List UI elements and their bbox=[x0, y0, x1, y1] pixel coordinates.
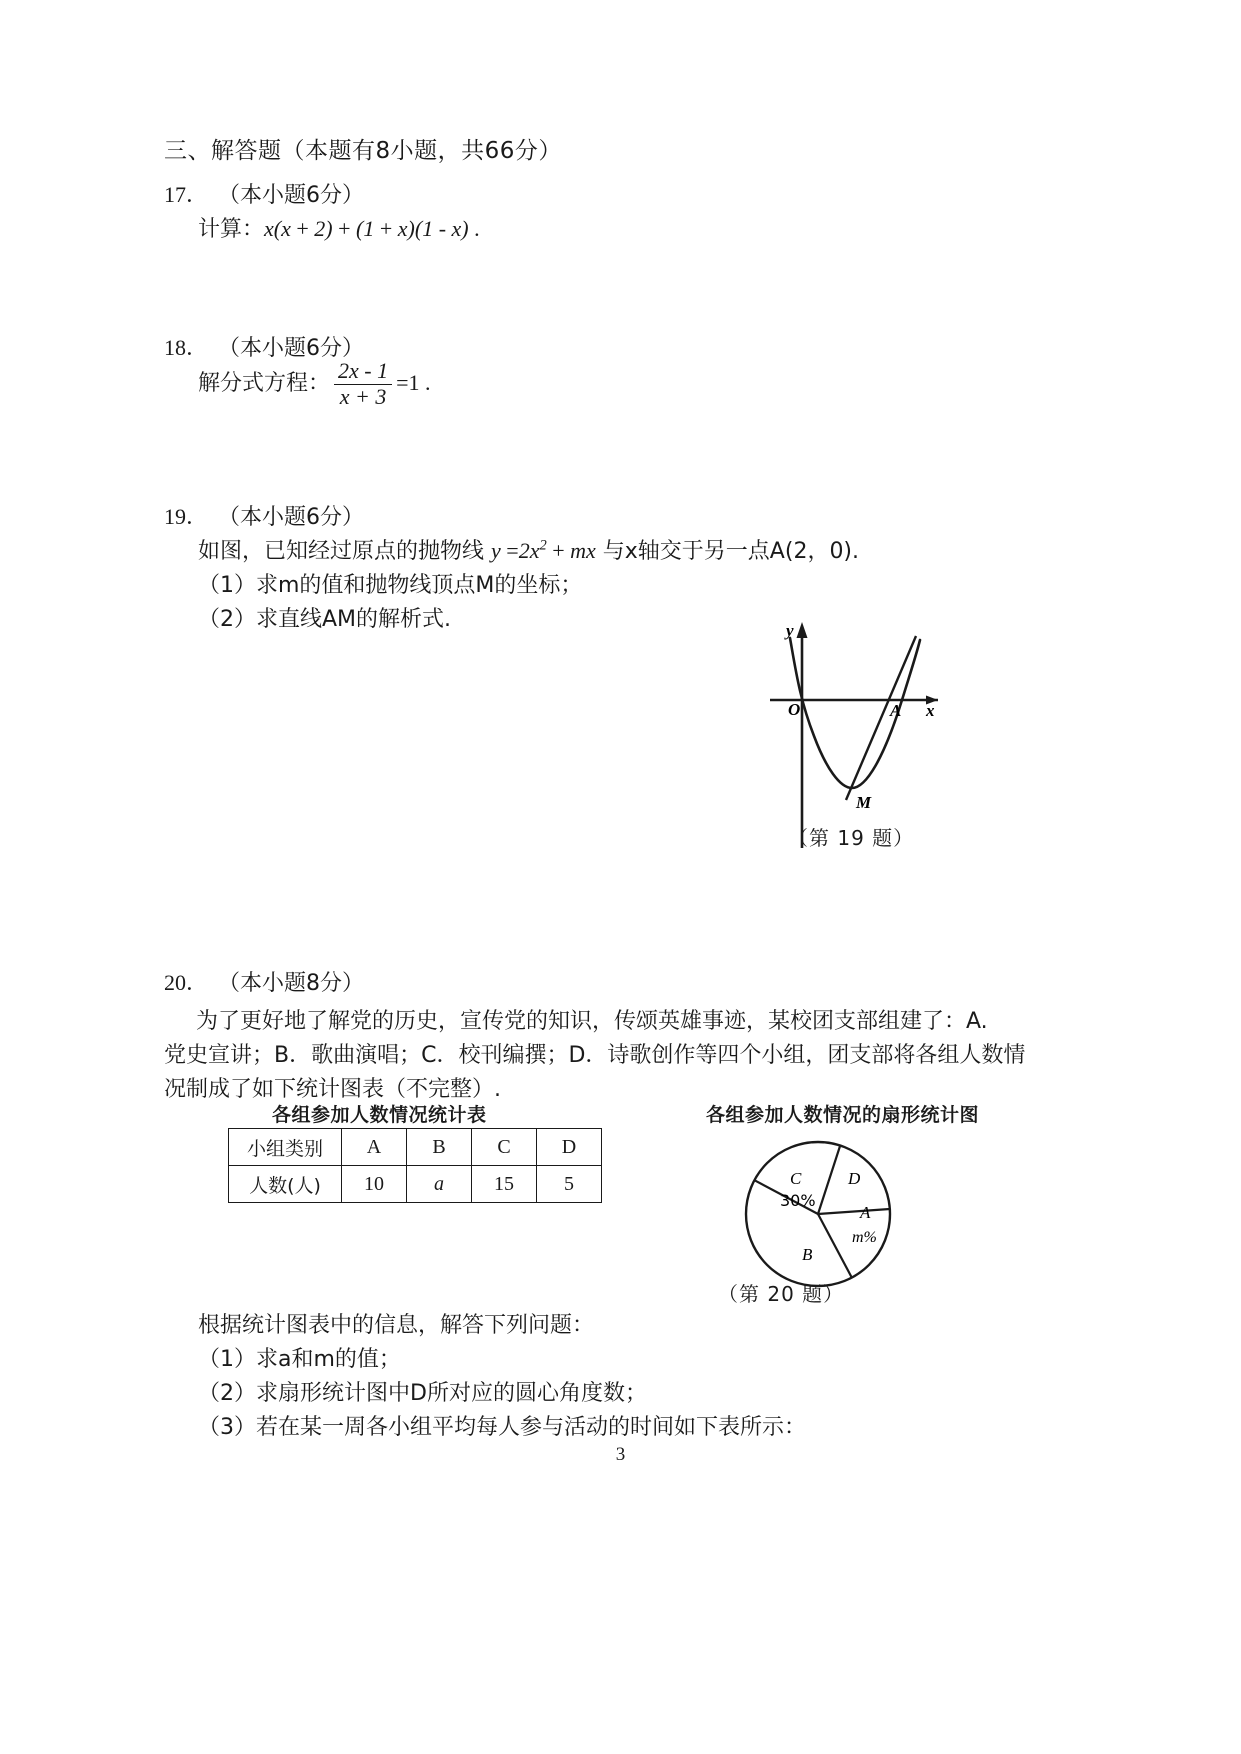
section-heading: 三、解答题（本题有8小题，共66分） bbox=[164, 138, 562, 164]
problem-18-statement bbox=[198, 360, 431, 410]
problem-19-sub-1: （1）求m的值和抛物线顶点M的坐标； bbox=[198, 573, 583, 598]
problem-20-points: （本小题8分） bbox=[218, 971, 364, 996]
stat-value-d: 5 bbox=[537, 1166, 602, 1203]
pie-divider-ab bbox=[818, 1214, 852, 1278]
stat-value-b: a bbox=[407, 1166, 472, 1203]
stat-table bbox=[228, 1128, 602, 1203]
problem-20-after-line-1: 根据统计图表中的信息，解答下列问题： bbox=[198, 1313, 595, 1338]
pie-slice-value-c: 30% bbox=[780, 1191, 816, 1210]
problem-20-after-line-4: （3）若在某一周各小组平均每人参与活动的时间如下表所示： bbox=[198, 1415, 806, 1440]
problem-19-statement bbox=[198, 534, 859, 565]
pie-slice-label-a: A bbox=[860, 1203, 871, 1222]
pie-chart-title: 各组参加人数情况的扇形统计图 bbox=[706, 1104, 980, 1126]
line-am bbox=[846, 636, 916, 800]
table-row bbox=[229, 1166, 602, 1203]
stat-row-header-category: 小组类别 bbox=[229, 1129, 342, 1166]
pie-slice-value-a: m% bbox=[852, 1229, 877, 1246]
stat-table-title: 各组参加人数情况统计表 bbox=[272, 1104, 487, 1126]
stat-row-header-count: 人数(人) bbox=[229, 1166, 342, 1203]
problem-18-equals: =1 . bbox=[396, 370, 431, 396]
pie-divider-da bbox=[818, 1209, 890, 1214]
y-axis-label: y bbox=[786, 621, 794, 640]
page-number: 3 bbox=[615, 1444, 626, 1465]
pie-slice-label-d: D bbox=[848, 1169, 861, 1188]
problem-19-body-pre: 如图，已知经过原点的抛物线 bbox=[198, 539, 491, 564]
problem-20-after-line-2: （1）求a和m的值； bbox=[198, 1347, 401, 1372]
problem-19-number: 19． bbox=[164, 504, 209, 529]
problem-19-sub-2: （2）求直线AM的解析式. bbox=[198, 607, 452, 632]
problem-18-points: （本小题6分） bbox=[218, 336, 364, 361]
problem-19-equation: $y =2x^2$ + mx bbox=[491, 537, 596, 563]
stat-col-a: A bbox=[342, 1129, 407, 1166]
stat-col-b: B bbox=[407, 1129, 472, 1166]
problem-18-prompt: 解分式方程： bbox=[198, 371, 331, 397]
stat-col-d: D bbox=[537, 1129, 602, 1166]
problem-20-figure-caption: （第 20 题） bbox=[718, 1282, 845, 1306]
pie-divider-cd bbox=[818, 1146, 840, 1215]
y-axis-arrow bbox=[797, 622, 808, 638]
fraction-denominator: x + 3 bbox=[334, 384, 392, 410]
problem-17-points: （本小题6分） bbox=[218, 183, 364, 208]
problem-20-number: 20． bbox=[164, 970, 209, 995]
problem-20-after-line-3: （2）求扇形统计图中D所对应的圆心角度数； bbox=[198, 1381, 647, 1406]
stat-value-a: 10 bbox=[342, 1166, 407, 1203]
table-row-header bbox=[229, 1129, 602, 1166]
problem-17-number: 17． bbox=[164, 182, 209, 207]
problem-19-figure-caption: （第 19 题） bbox=[788, 826, 915, 850]
problem-17-expression: x(x + 2) + (1 + x)(1 - x) . bbox=[264, 216, 480, 241]
origin-label: O bbox=[788, 700, 801, 719]
problem-19-body-post: 与x轴交于另一点A(2，0). bbox=[595, 539, 860, 564]
point-a-label: A bbox=[890, 701, 902, 720]
problem-20-body-line-2: 党史宣讲；B．歌曲演唱；C．校刊编撰；D．诗歌创作等四个小组，团支部将各组人数情 bbox=[164, 1043, 1026, 1068]
fraction-numerator: 2x - 1 bbox=[338, 358, 389, 383]
pie-chart bbox=[700, 1128, 950, 1303]
stat-value-c: 15 bbox=[472, 1166, 537, 1203]
x-axis-label: x bbox=[926, 701, 935, 720]
pie-slice-label-c: C bbox=[790, 1169, 802, 1188]
problem-19-points: （本小题6分） bbox=[218, 505, 364, 530]
pie-slice-label-b: B bbox=[802, 1245, 813, 1264]
problem-17-prompt: 计算： bbox=[198, 217, 265, 242]
point-m-label: M bbox=[856, 793, 872, 812]
problem-18-fraction bbox=[334, 359, 392, 409]
stat-col-c: C bbox=[472, 1129, 537, 1166]
problem-20-body-line-3: 况制成了如下统计图表（不完整）. bbox=[164, 1077, 501, 1102]
problem-18-number: 18． bbox=[164, 335, 209, 360]
problem-20-body-line-1: 为了更好地了解党的历史，宣传党的知识，传颂英雄事迹，某校团支部组建了：A. bbox=[196, 1009, 988, 1034]
problem-17-statement bbox=[198, 212, 480, 243]
